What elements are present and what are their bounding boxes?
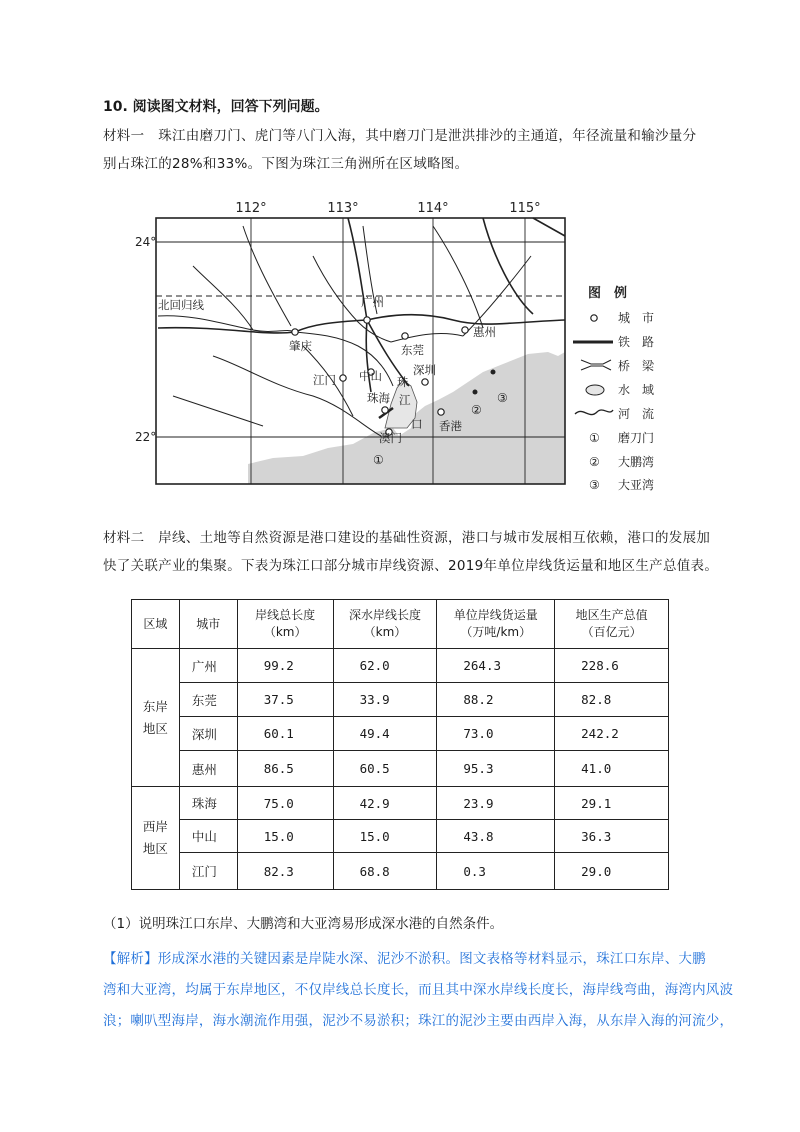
lat-24: 24° xyxy=(135,235,157,249)
cell-cargo: 43.8 xyxy=(437,820,555,853)
cell-deep: 33.9 xyxy=(333,683,437,717)
sub-question-1: （1）说明珠江口东岸、大鹏湾和大亚湾易形成深水港的自然条件。 xyxy=(103,916,504,932)
question-title: 10. 阅读图文材料，回答下列问题。 xyxy=(103,99,329,115)
river xyxy=(173,396,263,426)
header-total-length: 岸线总长度 （km） xyxy=(237,600,333,649)
analysis-line-2: 湾和大亚湾，均属于东岸地区，不仅岸线总长度长，而且其中深水岸线长度长，海岸线弯曲，海湾内风波 xyxy=(103,982,734,998)
legend-bridge-icon xyxy=(581,360,611,370)
city-dongguan: 东莞 xyxy=(401,343,424,357)
header-deep-length: 深水岸线长度 （km） xyxy=(333,600,437,649)
city-dot-zhuhai xyxy=(382,407,388,413)
legend-city-icon xyxy=(591,315,597,321)
city-zhaoqing: 肇庆 xyxy=(289,339,312,353)
marker-dot-2 xyxy=(473,390,478,395)
cell-city: 东莞 xyxy=(179,683,237,717)
cell-city: 惠州 xyxy=(179,751,237,787)
header-cargo: 单位岸线货运量 （万吨/km） xyxy=(437,600,555,649)
cell-cargo: 23.9 xyxy=(437,787,555,820)
cell-gdp: 41.0 xyxy=(555,751,669,787)
lat-22: 22° xyxy=(135,430,157,444)
marker-3: ③ xyxy=(497,391,508,405)
legend-marker-2: ② xyxy=(589,455,600,469)
cell-cargo: 95.3 xyxy=(437,751,555,787)
analysis xyxy=(103,944,743,1037)
city-macao: 澳门 xyxy=(379,431,402,445)
lon-114: 114° xyxy=(417,201,449,216)
table-row xyxy=(132,649,669,683)
legend-river-icon xyxy=(575,410,613,415)
analysis-line-1: 【解析】形成深水港的关键因素是岸陡水深、泥沙不淤积。图文表格等材料显示，珠江口东岸、大鹏 xyxy=(103,951,706,967)
city-dot-zhaoqing xyxy=(292,329,298,335)
header-region: 区域 xyxy=(132,600,180,649)
table-row xyxy=(132,751,669,787)
legend-river-label: 河 流 xyxy=(618,407,655,421)
cell-gdp: 242.2 xyxy=(555,717,669,751)
table-header-row xyxy=(132,600,669,649)
cell-cargo: 0.3 xyxy=(437,853,555,890)
city-dot-hongkong xyxy=(438,409,444,415)
material-one-line-1: 材料一 珠江由磨刀门、虎门等八门入海，其中磨刀门是泄洪排沙的主通道，年径流量和输沙量分 xyxy=(103,128,697,144)
legend-title: 图 例 xyxy=(588,286,628,301)
legend-water-label: 水 域 xyxy=(618,383,655,397)
cell-deep: 62.0 xyxy=(333,649,437,683)
material-two-line-2: 快了关联产业的集聚。下表为珠江口部分城市岸线资源、2019年单位岸线货运量和地区生产总值表。 xyxy=(103,558,719,574)
cell-cargo: 264.3 xyxy=(437,649,555,683)
river xyxy=(433,226,483,328)
marker-2: ② xyxy=(471,403,482,417)
cell-total: 82.3 xyxy=(237,853,333,890)
region-west: 西岸 地区 xyxy=(132,787,180,890)
lon-113: 113° xyxy=(327,201,359,216)
table-row xyxy=(132,820,669,853)
river xyxy=(243,226,291,326)
material-two xyxy=(103,524,743,580)
city-guangzhou: 广州 xyxy=(361,295,384,309)
railway xyxy=(367,315,565,324)
cell-total: 37.5 xyxy=(237,683,333,717)
cell-city: 珠海 xyxy=(179,787,237,820)
legend-marker-1-label: 磨刀门 xyxy=(618,431,655,445)
cell-deep: 60.5 xyxy=(333,751,437,787)
city-dot-huizhou xyxy=(462,327,468,333)
cell-gdp: 228.6 xyxy=(555,649,669,683)
cell-city: 江门 xyxy=(179,853,237,890)
analysis-line-3: 浪；喇叭型海岸，海水潮流作用强，泥沙不易淤积；珠江的泥沙主要由西岸入海，从东岸入海的河流少， xyxy=(103,1013,734,1029)
material-one xyxy=(103,122,743,178)
table-row xyxy=(132,683,669,717)
cell-city: 深圳 xyxy=(179,717,237,751)
material-one-line-2: 别占珠江的28%和33%。下图为珠江三角洲所在区域略图。 xyxy=(103,156,469,172)
region-east: 东岸 地区 xyxy=(132,649,180,787)
cell-total: 75.0 xyxy=(237,787,333,820)
legend-marker-2-label: 大鹏湾 xyxy=(618,455,655,469)
cell-deep: 49.4 xyxy=(333,717,437,751)
legend-marker-1: ① xyxy=(589,431,600,445)
lon-112: 112° xyxy=(235,201,267,216)
city-dot-guangzhou xyxy=(364,317,370,323)
cell-deep: 42.9 xyxy=(333,787,437,820)
city-shenzhen: 深圳 xyxy=(413,363,436,377)
city-dot-jiangmen xyxy=(340,375,346,381)
cell-total: 60.1 xyxy=(237,717,333,751)
cell-deep: 68.8 xyxy=(333,853,437,890)
marker-1: ① xyxy=(373,453,384,467)
legend-water-icon xyxy=(586,385,604,395)
cell-gdp: 82.8 xyxy=(555,683,669,717)
city-hongkong: 香港 xyxy=(439,419,462,433)
railway xyxy=(483,218,533,314)
cell-city: 广州 xyxy=(179,649,237,683)
cell-gdp: 36.3 xyxy=(555,820,669,853)
table-row xyxy=(132,717,669,751)
legend-rail-label: 铁 路 xyxy=(618,335,655,349)
cell-total: 15.0 xyxy=(237,820,333,853)
cell-gdp: 29.1 xyxy=(555,787,669,820)
legend-city-label: 城 市 xyxy=(618,311,655,325)
city-dot-dongguan xyxy=(402,333,408,339)
cell-total: 99.2 xyxy=(237,649,333,683)
lon-115: 115° xyxy=(509,201,541,216)
city-dot-shenzhen xyxy=(422,379,428,385)
legend-marker-3-label: 大亚湾 xyxy=(618,478,655,492)
table-row xyxy=(132,853,669,890)
coastline-table xyxy=(131,599,669,890)
city-jiangmen: 江门 xyxy=(313,373,336,387)
city-huizhou: 惠州 xyxy=(473,325,496,339)
analysis-tag: 【解析】 xyxy=(103,951,158,967)
city-zhuhai: 珠海 xyxy=(367,391,390,405)
map-legend xyxy=(573,285,655,492)
legend-bridge-label: 桥 梁 xyxy=(618,359,655,373)
tropic-label: 北回归线 xyxy=(158,298,204,312)
cell-cargo: 73.0 xyxy=(437,717,555,751)
river xyxy=(213,356,381,436)
railway xyxy=(533,218,565,236)
river-label-1: 珠 xyxy=(397,375,409,389)
legend-marker-3: ③ xyxy=(589,478,600,492)
table-row xyxy=(132,787,669,820)
cell-city: 中山 xyxy=(179,820,237,853)
river-label-2: 江 xyxy=(399,393,411,407)
river-label-3: 口 xyxy=(411,417,423,431)
city-zhongshan: 中山 xyxy=(359,369,382,383)
marker-dot-3 xyxy=(491,370,496,375)
cell-cargo: 88.2 xyxy=(437,683,555,717)
header-city: 城市 xyxy=(179,600,237,649)
material-two-line-1: 材料二 岸线、土地等自然资源是港口建设的基础性资源，港口与城市发展相互依赖，港口的发展加 xyxy=(103,530,711,546)
header-gdp: 地区生产总值 （百亿元） xyxy=(555,600,669,649)
pearl-river-delta-map xyxy=(135,196,673,496)
cell-deep: 15.0 xyxy=(333,820,437,853)
cell-total: 86.5 xyxy=(237,751,333,787)
cell-gdp: 29.0 xyxy=(555,853,669,890)
